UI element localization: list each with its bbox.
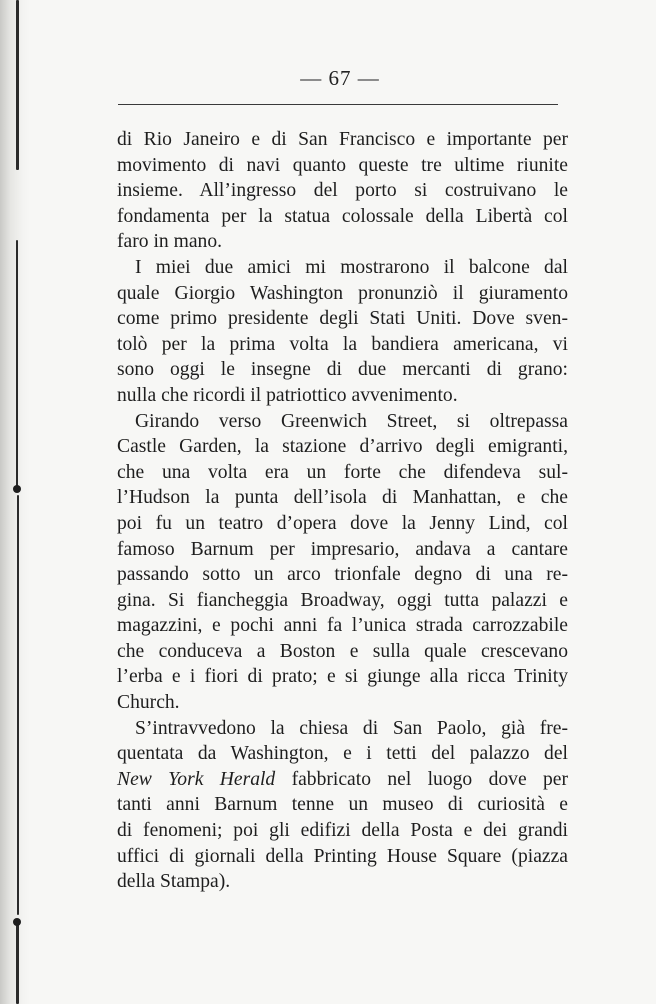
text-line: di Rio Janeiro e di San Francisco e importante per (117, 129, 568, 150)
page-number: — 67 — (300, 66, 380, 90)
binding-thread (16, 240, 18, 490)
text-line: quentata da Washington, e i tetti del palazzo del (117, 743, 568, 765)
paragraph (117, 409, 568, 716)
text-line: Castle Garden, la stazione d’arrivo degli emigranti, (117, 436, 568, 458)
text-line: tanti anni Barnum tenne un museo di curiosità e (117, 794, 568, 816)
text-line: poi fu un teatro d’opera dove la Jenny Lind, col (117, 512, 568, 534)
text-line: l’Hudson la punta dell’isola di Manhattan, e che (117, 487, 568, 509)
text-line: insieme. All’ingresso del porto si costruivano le (117, 180, 568, 202)
text-line: faro in mano. (117, 231, 223, 253)
paragraph (117, 255, 568, 409)
binding-thread (17, 495, 19, 915)
text-line: tolò per la prima volta la bandiera americana, vi (117, 333, 568, 355)
binding-gutter (0, 0, 30, 1004)
text-fragment: fabbricato nel luogo dove per (291, 768, 569, 790)
binding-stitch (13, 918, 21, 926)
text-line: passando sotto un arco trionfale degno di una re- (117, 564, 568, 586)
paragraph (117, 716, 568, 895)
header-rule (118, 104, 558, 105)
text-line: nulla che ricordi il patriottico avvenimento. (117, 384, 458, 406)
text-line: che conduceva a Boston e sulla quale crescevano (117, 640, 568, 662)
text-line: l’erba e i fiori di prato; e si giunge alla ricca Trinity (117, 666, 568, 688)
text-line: magazzini, e pochi anni fa l’unica strada carrozzabile (117, 615, 568, 637)
text-line: quale Giorgio Washington pronunziò il giuramento (117, 282, 568, 304)
text-line: Church. (117, 692, 180, 714)
text-line: movimento di navi quanto queste tre ultime riunite (117, 154, 568, 176)
text-line: Girando verso Greenwich Street, si oltrepassa (135, 410, 568, 432)
text-line: di fenomeni; poi gli edifizi della Posta e dei grandi (117, 820, 568, 842)
text-line (117, 767, 568, 793)
binding-thread (16, 920, 19, 1004)
text-line: I miei due amici mi mostrarono il balcone dal (135, 256, 568, 278)
text-line: S’intravvedono la chiesa di San Paolo, già fre- (135, 717, 568, 739)
text-line: fondamenta per la statua colossale della Libertà col (117, 205, 568, 227)
italic-title: New York Herald (117, 768, 276, 790)
paragraph (117, 127, 568, 255)
text-line: gina. Si fiancheggia Broadway, oggi tutta palazzi e (117, 589, 568, 611)
text-line: uffici di giornali della Printing House Square (piazza (117, 845, 568, 867)
text-line: famoso Barnum per impresario, andava a cantare (117, 538, 568, 560)
text-line: sono oggi le insegne di due mercanti di grano: (117, 359, 568, 381)
text-line: come primo presidente degli Stati Uniti. Dove sven- (117, 308, 568, 330)
binding-stitch (13, 485, 21, 493)
body-text (117, 127, 568, 895)
text-line: della Stampa). (117, 871, 231, 893)
text-line: che una volta era un forte che difendeva sul- (117, 461, 568, 483)
